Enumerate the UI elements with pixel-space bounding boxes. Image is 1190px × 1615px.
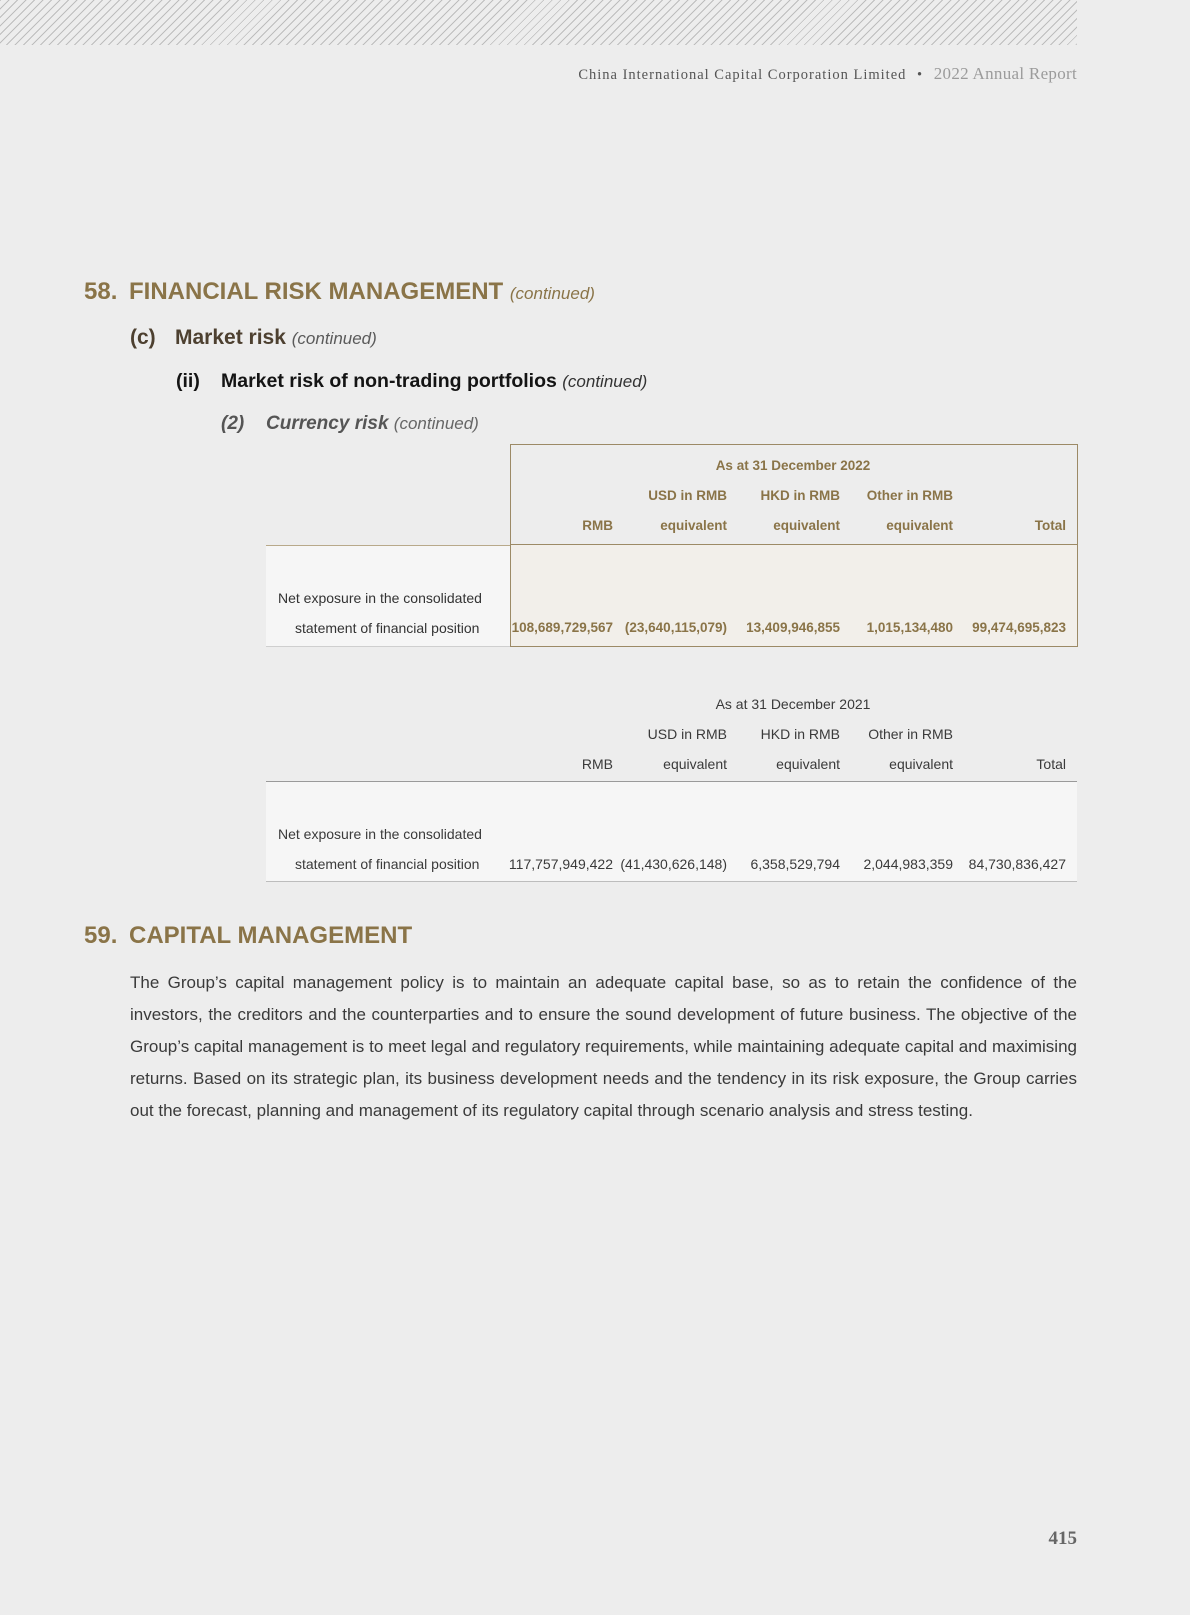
currency-risk-table-2022 — [266, 444, 1077, 648]
subsection-c-title: Market risk — [175, 326, 286, 349]
table-2021-value-rmb: 117,757,949,422 — [508, 856, 613, 872]
company-name: China International Capital Corporation Limited — [578, 67, 907, 83]
capital-management-paragraph: The Group’s capital management policy is to maintain an adequate capital base, so as to retain the confidence of the investors, the creditors and the counterparties and to ensure the sound development of future business. The objective of the Group’s capital management is to meet legal and regulatory requirements, while maintaining adequate capital and maximising returns. Based on its strategic plan, its business development needs and the tendency in its risk exposure, the Group carries out the forecast, planning and management of its regulatory capital through scenario analysis and stress testing. — [130, 973, 1077, 1120]
section-58-title: FINANCIAL RISK MANAGEMENT — [129, 278, 504, 305]
table-2022-col-rmb: RMB — [582, 518, 613, 533]
table-2022-col-hkd-line1: HKD in RMB — [760, 488, 840, 503]
table-2022-col-total: Total — [1034, 518, 1066, 533]
table-2022-col-hkd-line2: equivalent — [773, 518, 840, 533]
subsection-2-number: (2) — [221, 413, 245, 434]
table-2021-value-usd: (41,430,626,148) — [620, 856, 727, 872]
section-58-number: 58. — [84, 278, 118, 305]
report-title: 2022 Annual Report — [933, 64, 1077, 83]
page-number: 415 — [1048, 1528, 1077, 1549]
table-2021-row-label-2: statement of financial position — [295, 856, 480, 872]
section-59-number: 59. — [84, 922, 118, 949]
subsection-2-heading — [221, 413, 479, 435]
subsection-c-heading — [130, 326, 377, 350]
table-2021-col-other-line2: equivalent — [889, 756, 953, 772]
table-2022-value-rmb: 108,689,729,567 — [511, 620, 613, 635]
section-59-title: CAPITAL MANAGEMENT — [129, 922, 413, 949]
table-2022-col-usd-line1: USD in RMB — [648, 488, 727, 503]
subsection-ii-number: (ii) — [176, 370, 200, 392]
subsection-2-continued: (continued) — [393, 414, 479, 433]
running-header — [578, 64, 1077, 84]
header-bullet: • — [917, 67, 924, 83]
subsection-2-title: Currency risk — [266, 413, 389, 434]
table-2021-col-rmb: RMB — [581, 756, 613, 772]
subsection-ii-heading — [176, 370, 647, 393]
table-2022-col-other-line2: equivalent — [886, 518, 953, 533]
table-2021-value-hkd: 6,358,529,794 — [750, 856, 840, 872]
table-2022-value-usd: (23,640,115,079) — [624, 620, 727, 635]
table-2022-col-other-line1: Other in RMB — [866, 488, 953, 503]
subsection-c-number: (c) — [130, 326, 156, 349]
table-2022-value-hkd: 13,409,946,855 — [746, 620, 840, 635]
subsection-ii-title: Market risk of non-trading portfolios — [221, 370, 557, 392]
decorative-hatch-band — [0, 0, 1077, 45]
table-2021-value-total: 84,730,836,427 — [968, 856, 1066, 872]
table-2021-col-hkd-line1: HKD in RMB — [760, 726, 840, 742]
table-2021-col-usd-line1: USD in RMB — [647, 726, 727, 742]
table-2022-row-label-2: statement of financial position — [295, 620, 480, 636]
section-58-continued: (continued) — [509, 284, 595, 303]
subsection-ii-continued: (continued) — [562, 372, 648, 391]
subsection-c-continued: (continued) — [291, 329, 377, 348]
table-2021-col-total: Total — [1036, 756, 1066, 772]
table-2021-row-label-1: Net exposure in the consolidated — [278, 826, 482, 842]
table-2021-col-hkd-line2: equivalent — [776, 756, 840, 772]
table-2021-period: As at 31 December 2021 — [715, 696, 871, 712]
table-2022-row-label-1: Net exposure in the consolidated — [278, 590, 482, 606]
currency-risk-table-2021 — [266, 693, 1077, 883]
table-2022-value-total: 99,474,695,823 — [972, 620, 1066, 635]
table-2022-value-other: 1,015,134,480 — [866, 620, 953, 635]
section-58-heading — [84, 278, 595, 306]
table-2021-col-usd-line2: equivalent — [663, 756, 727, 772]
section-59-heading — [84, 922, 412, 950]
table-2022-col-usd-line2: equivalent — [660, 518, 727, 533]
table-2021-value-other: 2,044,983,359 — [863, 856, 953, 872]
table-2022-period: As at 31 December 2022 — [715, 458, 871, 473]
table-2021-col-other-line1: Other in RMB — [868, 726, 953, 742]
